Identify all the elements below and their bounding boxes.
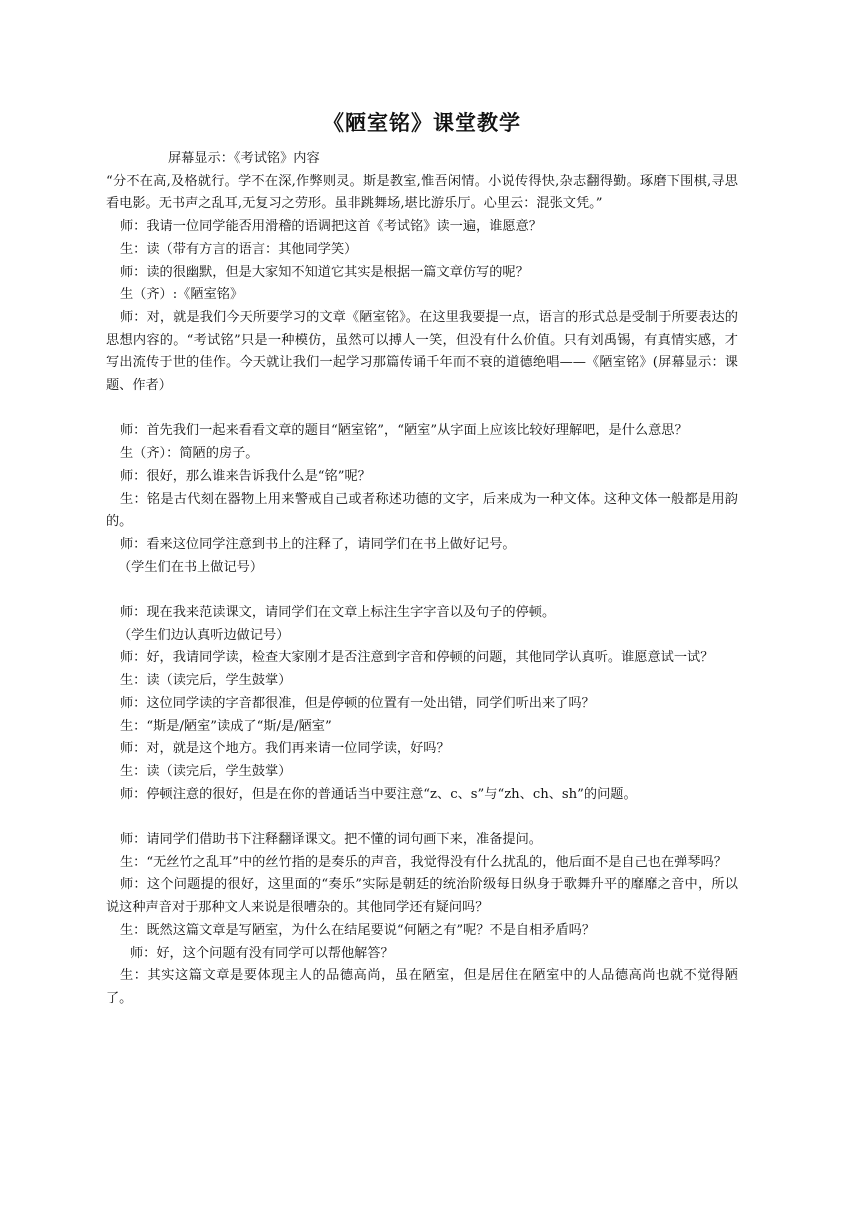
paragraph: 屏幕显示：《考试铭》内容 (168, 151, 320, 166)
paragraph: “分不在高,及格就行。学不在深,作弊则灵。斯是教室,惟吾闲情。小说传得快,杂志翻得勤。琢磨下围棋,寻思看电影。无书声之乱耳,无复习之劳形。虽非跳舞场,堪比游乐厅。心里云：混张文凭。” (106, 173, 738, 212)
paragraph: 师：对，就是我们今天所要学习的文章《陋室铭》。在这里我要提一点，语言的形式总是受制于所要表达的思想内容的。“考试铭”只是一种模仿，虽然可以搏人一笑，但没有什么价值。只有刘禹锡，有真情实感，才写出流传于世的佳作。今天就让我们一起学习那篇传诵千年而不衰的道德绝唱——《陋室铭》(屏幕显示：课题、作者） (106, 309, 738, 394)
paragraph: 师：这位同学读的字音都很准，但是停顿的位置有一处出错，同学们听出来了吗？ (120, 695, 595, 711)
paragraph: 生：“无丝竹之乱耳”中的丝竹指的是奏乐的声音，我觉得没有什么扰乱的，他后面不是自己也在弹琴吗？ (120, 854, 727, 870)
paragraph: 师：看来这位同学注意到书上的注释了，请同学们在书上做好记号。 (120, 536, 516, 552)
paragraph: 师：停顿注意的很好，但是在你的普通话当中要注意“z、c、s”与“zh、ch、sh”的问题。 (120, 786, 637, 802)
paragraph: 师：读的很幽默，但是大家知不知道它其实是根据一篇文章仿写的呢？ (120, 264, 529, 280)
document-title: 《陋室铭》课堂教学 (323, 111, 521, 135)
blank-line (106, 398, 738, 421)
document-body (106, 148, 738, 1011)
blank-line (106, 579, 738, 602)
paragraph: 生：读（读完后，学生鼓掌） (120, 673, 292, 689)
paragraph: 生：铭是古代刻在器物上用来警戒自己或者称述功德的文字，后来成为一种文体。这种文体一般都是用韵的。 (106, 491, 738, 530)
paragraph: 生（齐）:《陋室铭》 (120, 287, 244, 303)
paragraph: 师：首先我们一起来看看文章的题目“陋室铭”，“陋室”从字面上应该比较好理解吧，是什么意思？ (120, 423, 688, 439)
paragraph: 生（齐）：简陋的房子。 (120, 446, 259, 462)
paragraph: （学生们边认真听边做记号） (118, 627, 290, 643)
paragraph: 师：好，这个问题有没有同学可以帮他解答？ (130, 945, 394, 961)
paragraph: 生：其实这篇文章是要体现主人的品德高尚，虽在陋室，但是居住在陋室中的人品德高尚也就不觉得陋了。 (106, 968, 738, 1006)
paragraph: 师：对，就是这个地方。我们再来请一位同学读，好吗？ (120, 741, 450, 757)
paragraph: 生：读（读完后，学生鼓掌） (120, 763, 292, 779)
paragraph: 师：我请一位同学能否用滑稽的语调把这首《考试铭》读一遍，谁愿意？ (120, 219, 542, 235)
paragraph: 师：这个问题提的很好，这里面的“奏乐”实际是朝廷的统治阶级每日纵身于歌舞升平的靡靡之音中，所以说这种声音对于那种文人来说是很嘈杂的。其他同学还有疑问吗？ (106, 877, 738, 916)
paragraph: 生：读（带有方言的语言：其他同学笑） (120, 241, 358, 257)
paragraph: （学生们在书上做记号） (118, 559, 264, 575)
blank-line (106, 806, 738, 829)
paragraph: 生：“斯是/陋室”读成了“斯/是/陋室” (120, 718, 332, 734)
paragraph: 生：既然这篇文章是写陋室，为什么在结尾要说“何陋之有”呢？不是自相矛盾吗？ (120, 922, 596, 938)
paragraph: 师：好，我请同学读，检查大家刚才是否注意到字音和停顿的问题，其他同学认真听。谁愿意试一试？ (120, 650, 714, 666)
paragraph: 师：现在我来范读课文，请同学们在文章上标注生字字音以及句子的停顿。 (120, 605, 556, 621)
paragraph: 师：请同学们借助书下注释翻译课文。把不懂的词句画下来，准备提问。 (120, 832, 542, 848)
document-page (106, 108, 738, 1011)
paragraph: 师：很好，那么谁来告诉我什么是“铭”呢？ (120, 468, 371, 484)
